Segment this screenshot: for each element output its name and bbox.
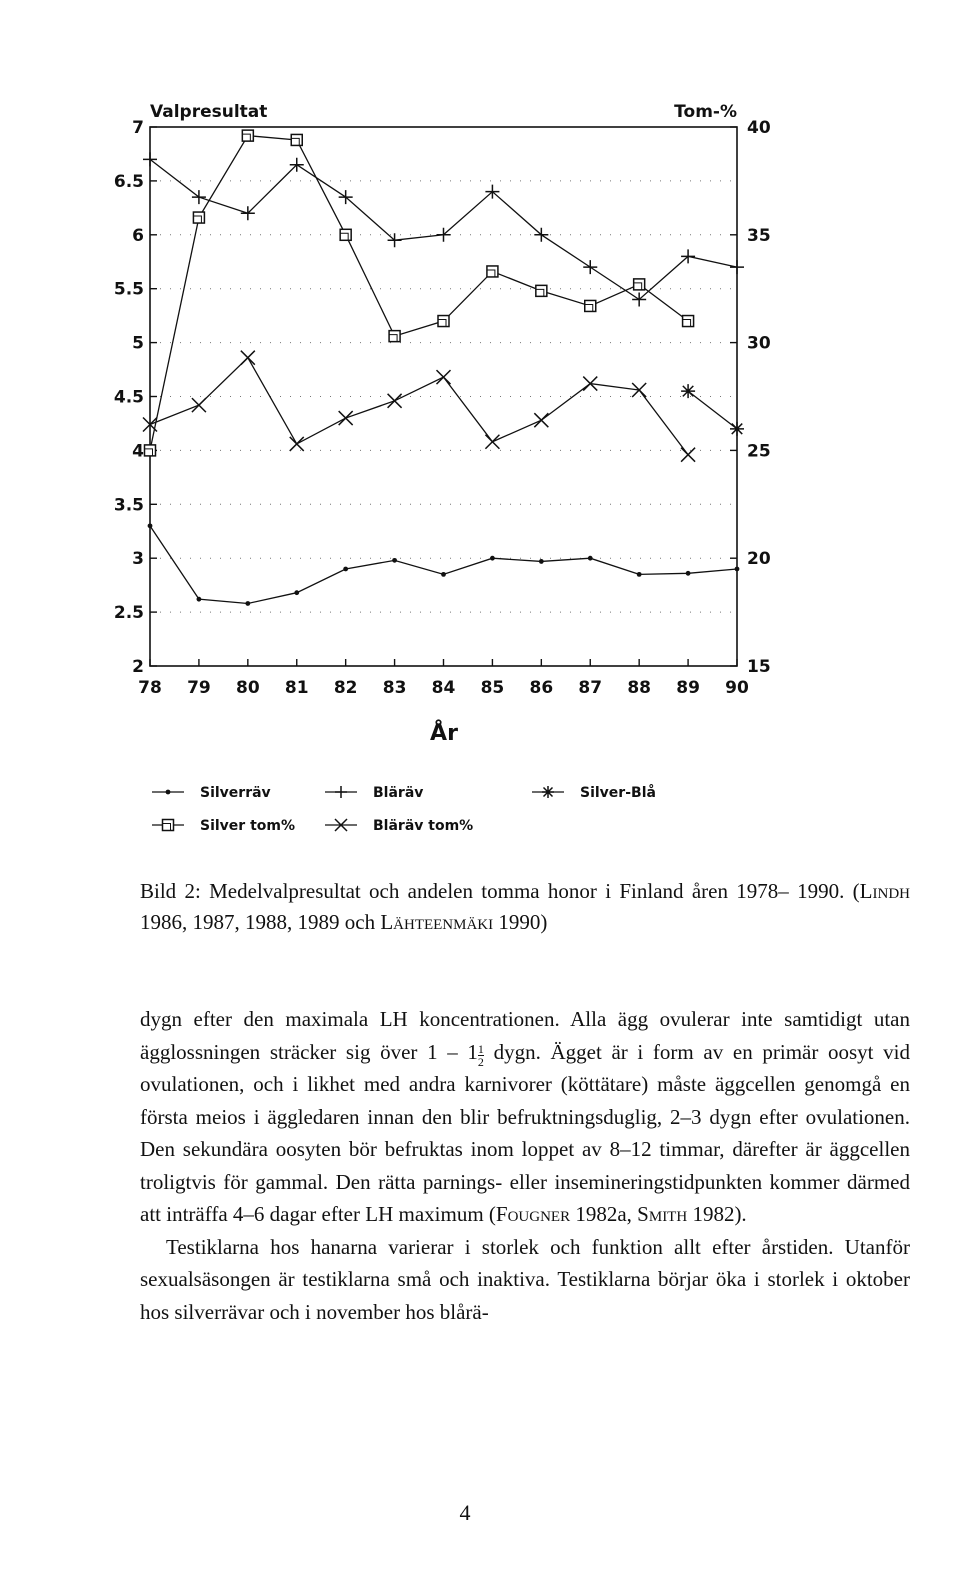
p1-author-smith: Smith <box>637 1202 688 1226</box>
x-tick-label-10: 88 <box>627 678 652 698</box>
series-4-point-2 <box>241 351 255 365</box>
p1-author-fougner: Fougner <box>495 1202 571 1226</box>
fraction-numerator: 1 <box>477 1041 484 1056</box>
legend-item-1 <box>325 785 423 801</box>
series-4-point-4 <box>339 411 353 425</box>
series-1-point-12 <box>730 260 744 274</box>
series-0-point-0 <box>148 523 153 528</box>
series-0-point-8 <box>539 559 544 564</box>
x-tick-label-8: 86 <box>529 678 554 698</box>
y-right-tick-label-0: 15 <box>747 657 771 677</box>
series-4-point-5 <box>388 394 402 408</box>
series-3-point-0 <box>145 445 156 456</box>
series-0-point-1 <box>197 597 202 602</box>
x-tick-label-0: 78 <box>138 678 162 698</box>
legend-swatch-marker-0 <box>166 790 171 795</box>
y-right-tick-label-3: 30 <box>747 333 771 354</box>
series-1 <box>143 152 744 306</box>
series-0-point-10 <box>637 572 642 577</box>
y-left-tick-label-7: 5.5 <box>113 279 144 300</box>
series-3-line <box>150 136 688 451</box>
series-3 <box>145 130 694 456</box>
fraction-denominator: 2 <box>477 1054 484 1069</box>
series-0-point-6 <box>441 572 446 577</box>
legend-item-3 <box>152 818 295 834</box>
legend-item-4 <box>325 818 473 834</box>
series-0-point-2 <box>245 601 250 606</box>
x-tick-label-1: 79 <box>187 678 211 698</box>
series-4-point-1 <box>192 398 206 412</box>
x-tick-label-7: 85 <box>480 678 505 698</box>
y-left-tick-label-10: 7 <box>132 118 144 138</box>
y-right-tick-label-1: 20 <box>747 549 771 570</box>
plot-frame <box>150 127 737 666</box>
series-0-point-5 <box>392 558 397 563</box>
series-4-point-3 <box>290 437 304 451</box>
legend-label-0: Silverräv <box>200 785 271 801</box>
x-tick-label-6: 84 <box>431 678 456 698</box>
series-3-point-4 <box>340 229 351 240</box>
series-2-line <box>688 391 737 429</box>
axis-ticks <box>114 118 771 698</box>
caption-mid: 1986, 1987, 1988, 1989 och <box>140 910 381 934</box>
series-3-point-5 <box>389 331 400 342</box>
legend-swatch-marker-1 <box>335 786 347 798</box>
caption-author-lindh: Lindh <box>859 879 910 903</box>
series-0-line <box>150 526 737 604</box>
series-2 <box>681 384 744 436</box>
x-tick-label-12: 90 <box>725 678 749 698</box>
legend-swatch-marker-2 <box>542 786 554 798</box>
legend-label-4: Bläräv tom% <box>373 818 474 834</box>
legend-item-0 <box>152 785 271 801</box>
p1-text-d: 1982). <box>687 1202 747 1226</box>
paragraph-1 <box>140 1003 910 1231</box>
y-right-tick-label-2: 25 <box>747 441 771 462</box>
series-0-point-11 <box>686 571 691 576</box>
series-3-point-6 <box>438 316 449 327</box>
series-3-point-2 <box>242 130 253 141</box>
series-0-point-4 <box>343 567 348 572</box>
x-tick-label-9: 87 <box>578 678 603 698</box>
series-1-point-0 <box>143 152 157 166</box>
x-tick-label-11: 89 <box>676 678 700 698</box>
y-left-tick-label-1: 2.5 <box>113 603 144 624</box>
series-0-point-3 <box>294 590 299 595</box>
y-right-tick-label-5: 40 <box>747 118 771 138</box>
y-right-tick-label-4: 35 <box>747 225 771 246</box>
legend-label-2: Silver-Blå <box>580 785 656 801</box>
series-2-point-0 <box>681 384 695 398</box>
chart-legend <box>152 784 656 834</box>
x-axis-label: År <box>430 721 458 746</box>
y-left-tick-label-0: 2 <box>132 657 144 677</box>
caption-suffix: 1990) <box>493 910 548 934</box>
legend-label-3: Silver tom% <box>200 818 296 834</box>
page-number: 4 <box>459 1500 471 1525</box>
caption-prefix: Bild 2: Medelvalpresultat och andelen tomma honor i Finland åren 1978– 1990. ( <box>140 879 860 903</box>
p1-text-b: dygn. Ägget är i form av en primär oosyt vid ovulationen, och i likhet med andra karnivorer (köttätare) måste äggcellen genomgå en första meios i äggledaren innan den blir befruktningsduglig, 2–3 dygn efter ovulationen. Den sekundära oosyten bör befruktas inom loppet av 8–12 timmar, därefter är äggcellen troligtvis för gammal. Den rätta parnings- eller insemineringstidpunkten kommer därmed att inträffa 4–6 dagar efter LH maximum ( <box>140 1039 911 1226</box>
legend-swatch-marker-3 <box>163 820 174 831</box>
series-4-point-8 <box>534 413 548 427</box>
paragraph-2: Testiklarna hos hanarna varierar i storlek och funktion allt efter årstiden. Utanför sexualsäsongen är testiklarna små och inaktiva. Testiklarna börjar öka i storlek i oktober hos silverrävar och i november hos blårä- <box>140 1234 910 1324</box>
x-tick-label-3: 81 <box>284 678 309 698</box>
p1-text-a: dygn efter den maximala LH koncentrationen. Alla ägg ovulerar inte samtidigt utan ägglossningen sträcker sig över 1 – 1 <box>140 1007 910 1064</box>
body-text <box>140 1003 910 1328</box>
y-left-axis-label: Valpresultat <box>150 102 268 122</box>
y-left-tick-label-2: 3 <box>132 549 144 570</box>
series-3-point-9 <box>585 300 596 311</box>
y-left-tick-label-4: 4 <box>132 441 144 462</box>
y-left-tick-label-5: 4.5 <box>113 387 144 408</box>
series-3-point-11 <box>683 316 694 327</box>
x-tick-label-2: 80 <box>235 678 260 698</box>
series-2-point-1 <box>730 422 744 436</box>
series-3-point-10 <box>634 279 645 290</box>
p1-text-c: 1982a, <box>570 1202 638 1226</box>
series-4-line <box>150 358 688 455</box>
series-3-point-8 <box>536 285 547 296</box>
series-1-point-9 <box>583 260 597 274</box>
y-left-tick-label-3: 3.5 <box>113 495 144 516</box>
x-tick-label-4: 82 <box>333 678 358 698</box>
y-left-tick-label-6: 5 <box>132 333 144 354</box>
legend-label-1: Bläräv <box>373 785 424 801</box>
series-3-point-7 <box>487 266 498 277</box>
y-left-tick-label-8: 6 <box>132 225 144 246</box>
series-0-point-7 <box>490 556 495 561</box>
series-1-point-1 <box>192 190 206 204</box>
caption-author-lahteenmaki: Lähteenmäki <box>380 910 494 934</box>
series-4-point-6 <box>437 370 451 384</box>
series-0-point-9 <box>588 556 593 561</box>
series-4-point-11 <box>681 448 695 462</box>
legend-item-2 <box>532 784 656 801</box>
series-4-point-7 <box>485 435 499 449</box>
y-right-axis-label: Tom-% <box>674 102 737 122</box>
series-3-point-1 <box>193 212 204 223</box>
y-left-tick-label-9: 6.5 <box>113 171 144 192</box>
figure-caption <box>140 876 910 938</box>
series-4 <box>143 351 695 462</box>
x-tick-label-5: 83 <box>382 678 407 698</box>
chart-series <box>143 130 744 606</box>
series-0-point-12 <box>735 567 740 572</box>
series-3-point-3 <box>291 134 302 145</box>
series-0 <box>148 523 740 605</box>
chart-gridlines <box>150 181 737 612</box>
